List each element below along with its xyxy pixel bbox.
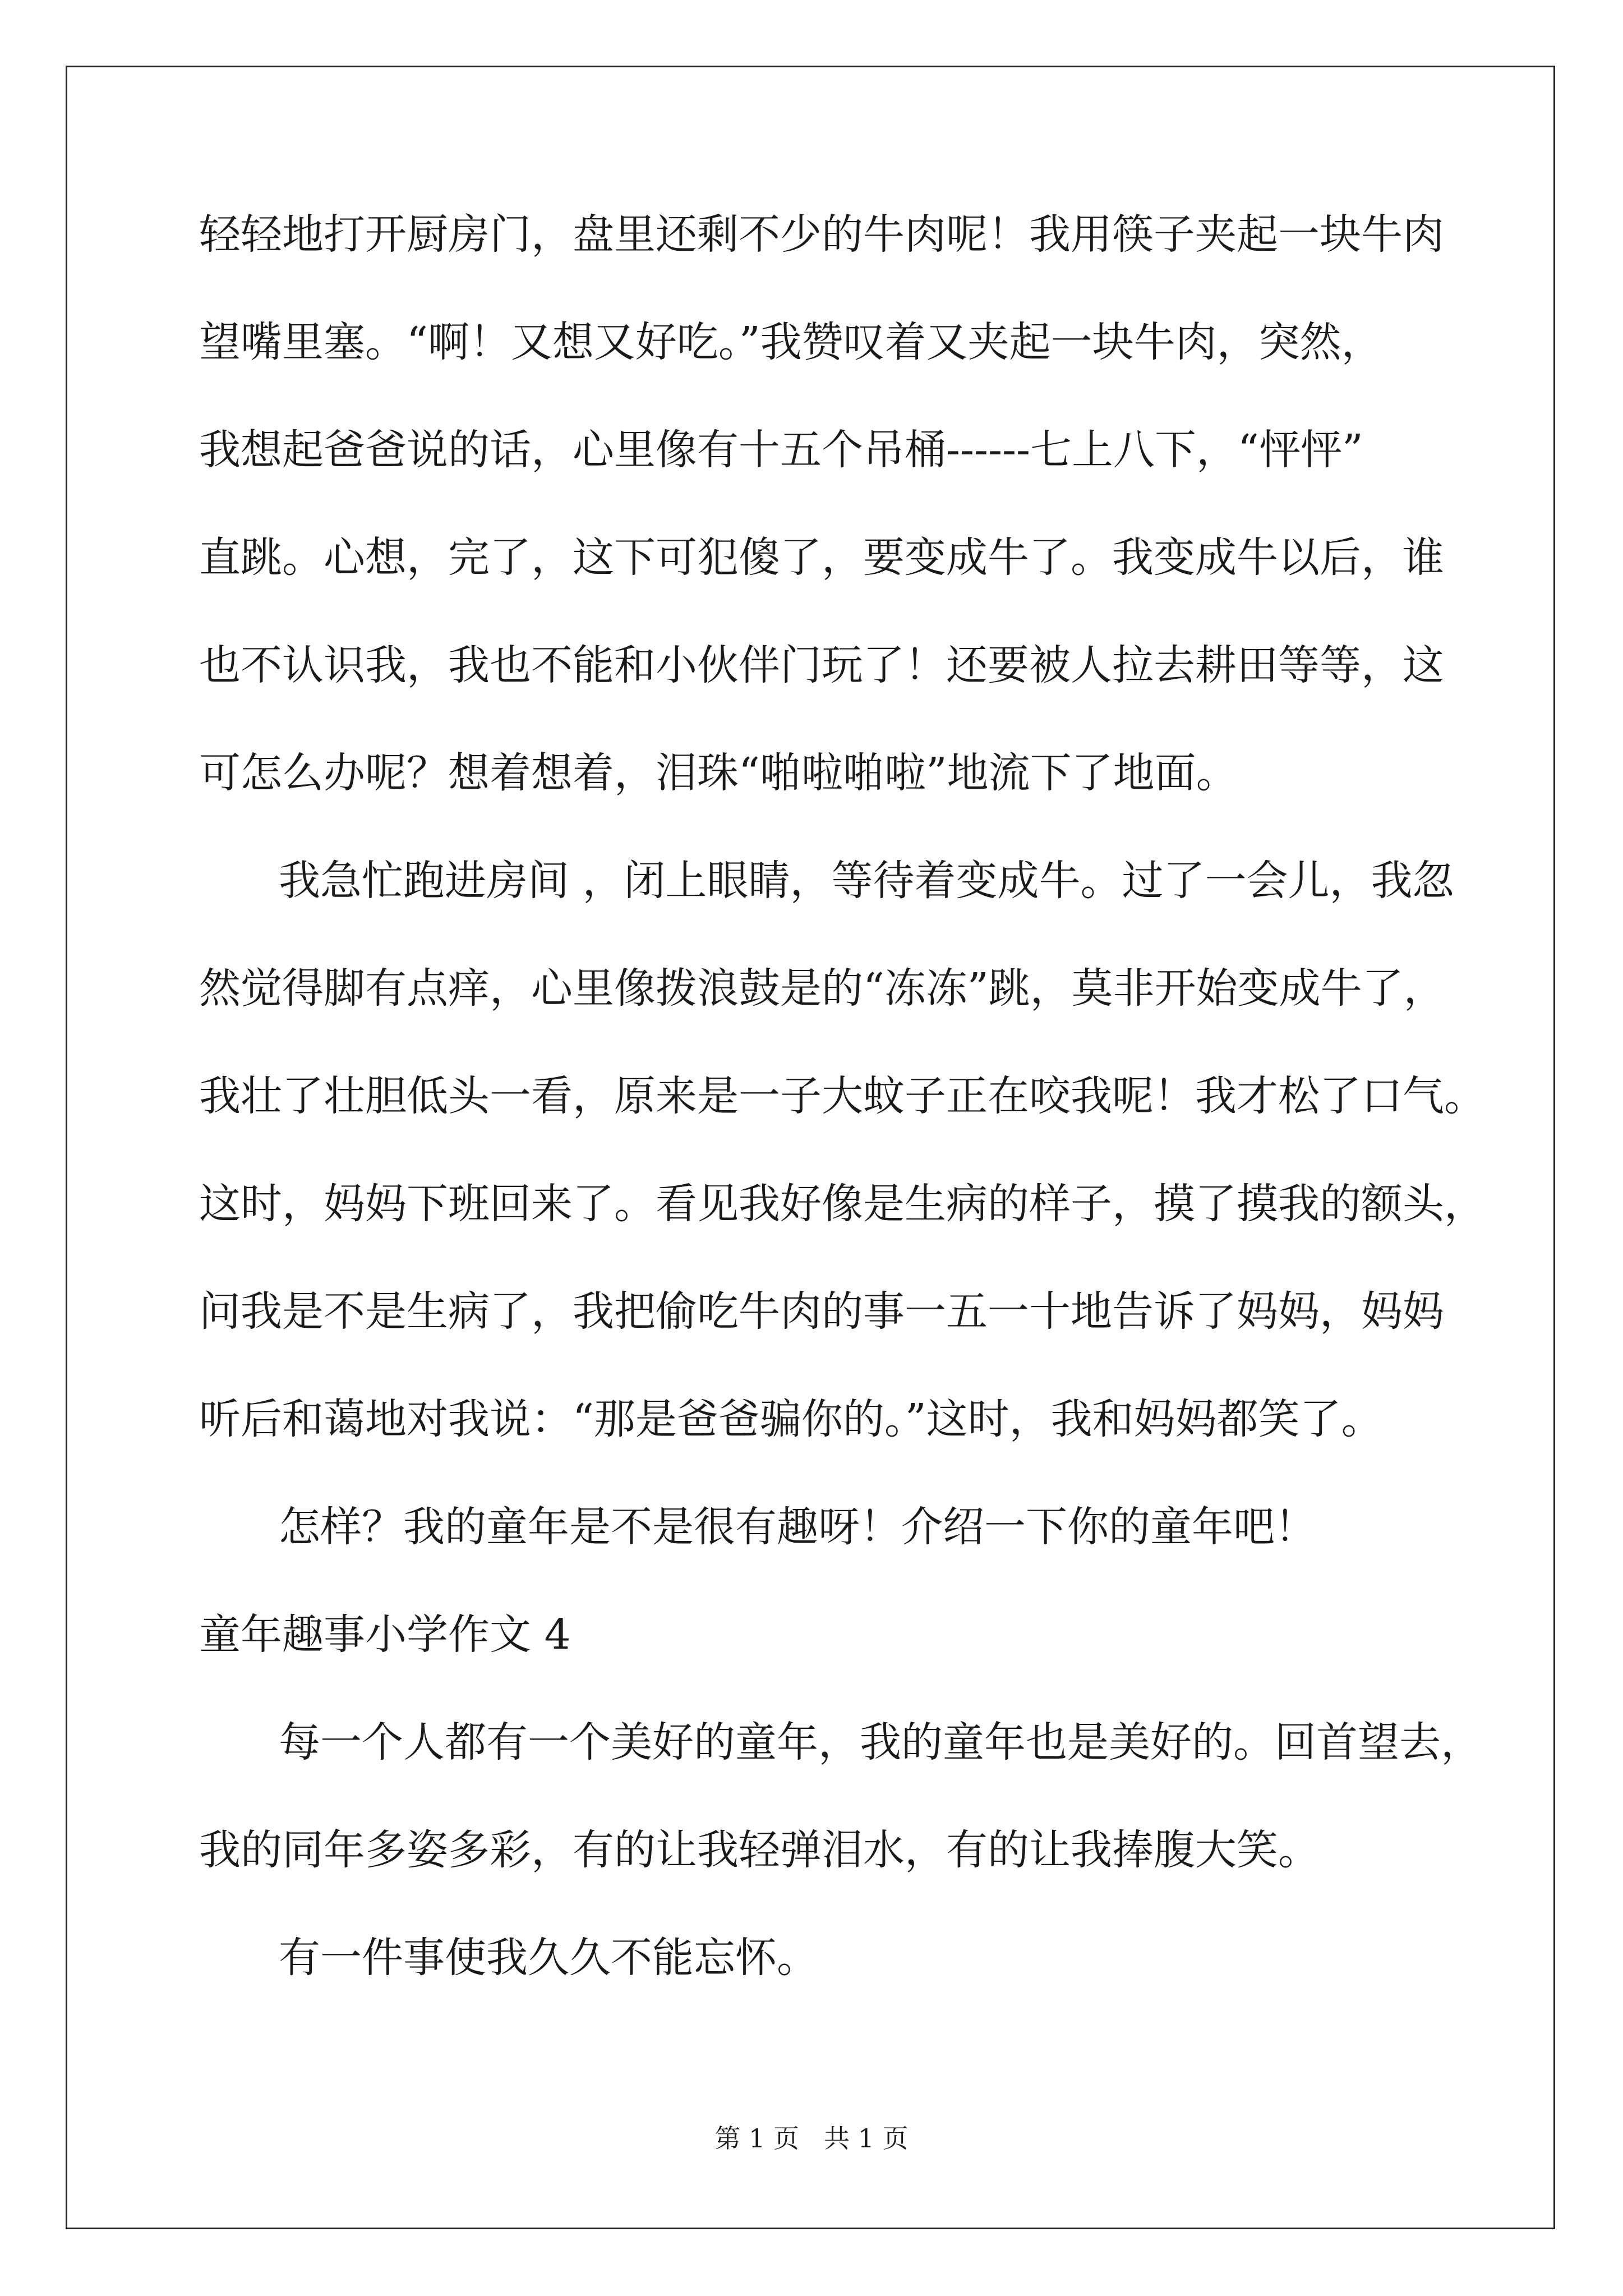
page-border <box>66 66 1555 2229</box>
text-line: 我壮了壮胆低头一看，原来是一子大蚊子正在咬我呢！我才松了口气。 <box>199 1072 1486 1120</box>
text-line: 也不认识我，我也不能和小伙伴门玩了！还要被人拉去耕田等等，这 <box>199 641 1444 689</box>
text-line: 我的同年多姿多彩，有的让我轻弹泪水，有的让我捧腹大笑。 <box>199 1826 1320 1874</box>
text-line: 轻轻地打开厨房门，盘里还剩不少的牛肉呢！我用筷子夹起一块牛肉 <box>199 210 1444 259</box>
text-line: 问我是不是生病了，我把偷吃牛肉的事一五一十地告诉了妈妈，妈妈 <box>199 1287 1444 1336</box>
paragraph-start: 我急忙跑进房间 ，闭上眼睛，等待着变成牛。过了一会儿，我忽 <box>279 857 1454 905</box>
text-line: 望嘴里塞。“啊！又想又好吃。”我赞叹着又夹起一块牛肉，突然， <box>199 318 1383 366</box>
text-line: 我想起爸爸说的话，心里像有十五个吊桶------七上八下，“怦怦” <box>199 426 1363 474</box>
section-heading: 童年趣事小学作文 4 <box>199 1611 571 1659</box>
text-line: 可怎么办呢？想着想着，泪珠“啪啦啪啦”地流下了地面。 <box>199 749 1238 797</box>
text-line: 直跳。心想，完了，这下可犯傻了，要变成牛了。我变成牛以后，谁 <box>199 533 1444 582</box>
text-line: 然觉得脚有点痒，心里像拨浪鼓是的“冻冻”跳，莫非开始变成牛了， <box>199 964 1445 1013</box>
paragraph-start: 怎样？我的童年是不是很有趣呀！介绍一下你的童年吧！ <box>279 1503 1316 1551</box>
text-line: 这时，妈妈下班回来了。看见我好像是生病的样子，摸了摸我的额头， <box>199 1180 1486 1228</box>
paragraph-start: 有一件事使我久久不能忘怀。 <box>279 1934 818 1982</box>
page-footer <box>0 2122 1623 2155</box>
page-total: 共 1 页 <box>824 2123 909 2154</box>
text-line: 听后和蔼地对我说：“那是爸爸骗你的。”这时，我和妈妈都笑了。 <box>199 1395 1383 1443</box>
paragraph-start: 每一个人都有一个美好的童年，我的童年也是美好的。回首望去， <box>279 1718 1482 1766</box>
page-number: 第 1 页 <box>714 2123 799 2154</box>
